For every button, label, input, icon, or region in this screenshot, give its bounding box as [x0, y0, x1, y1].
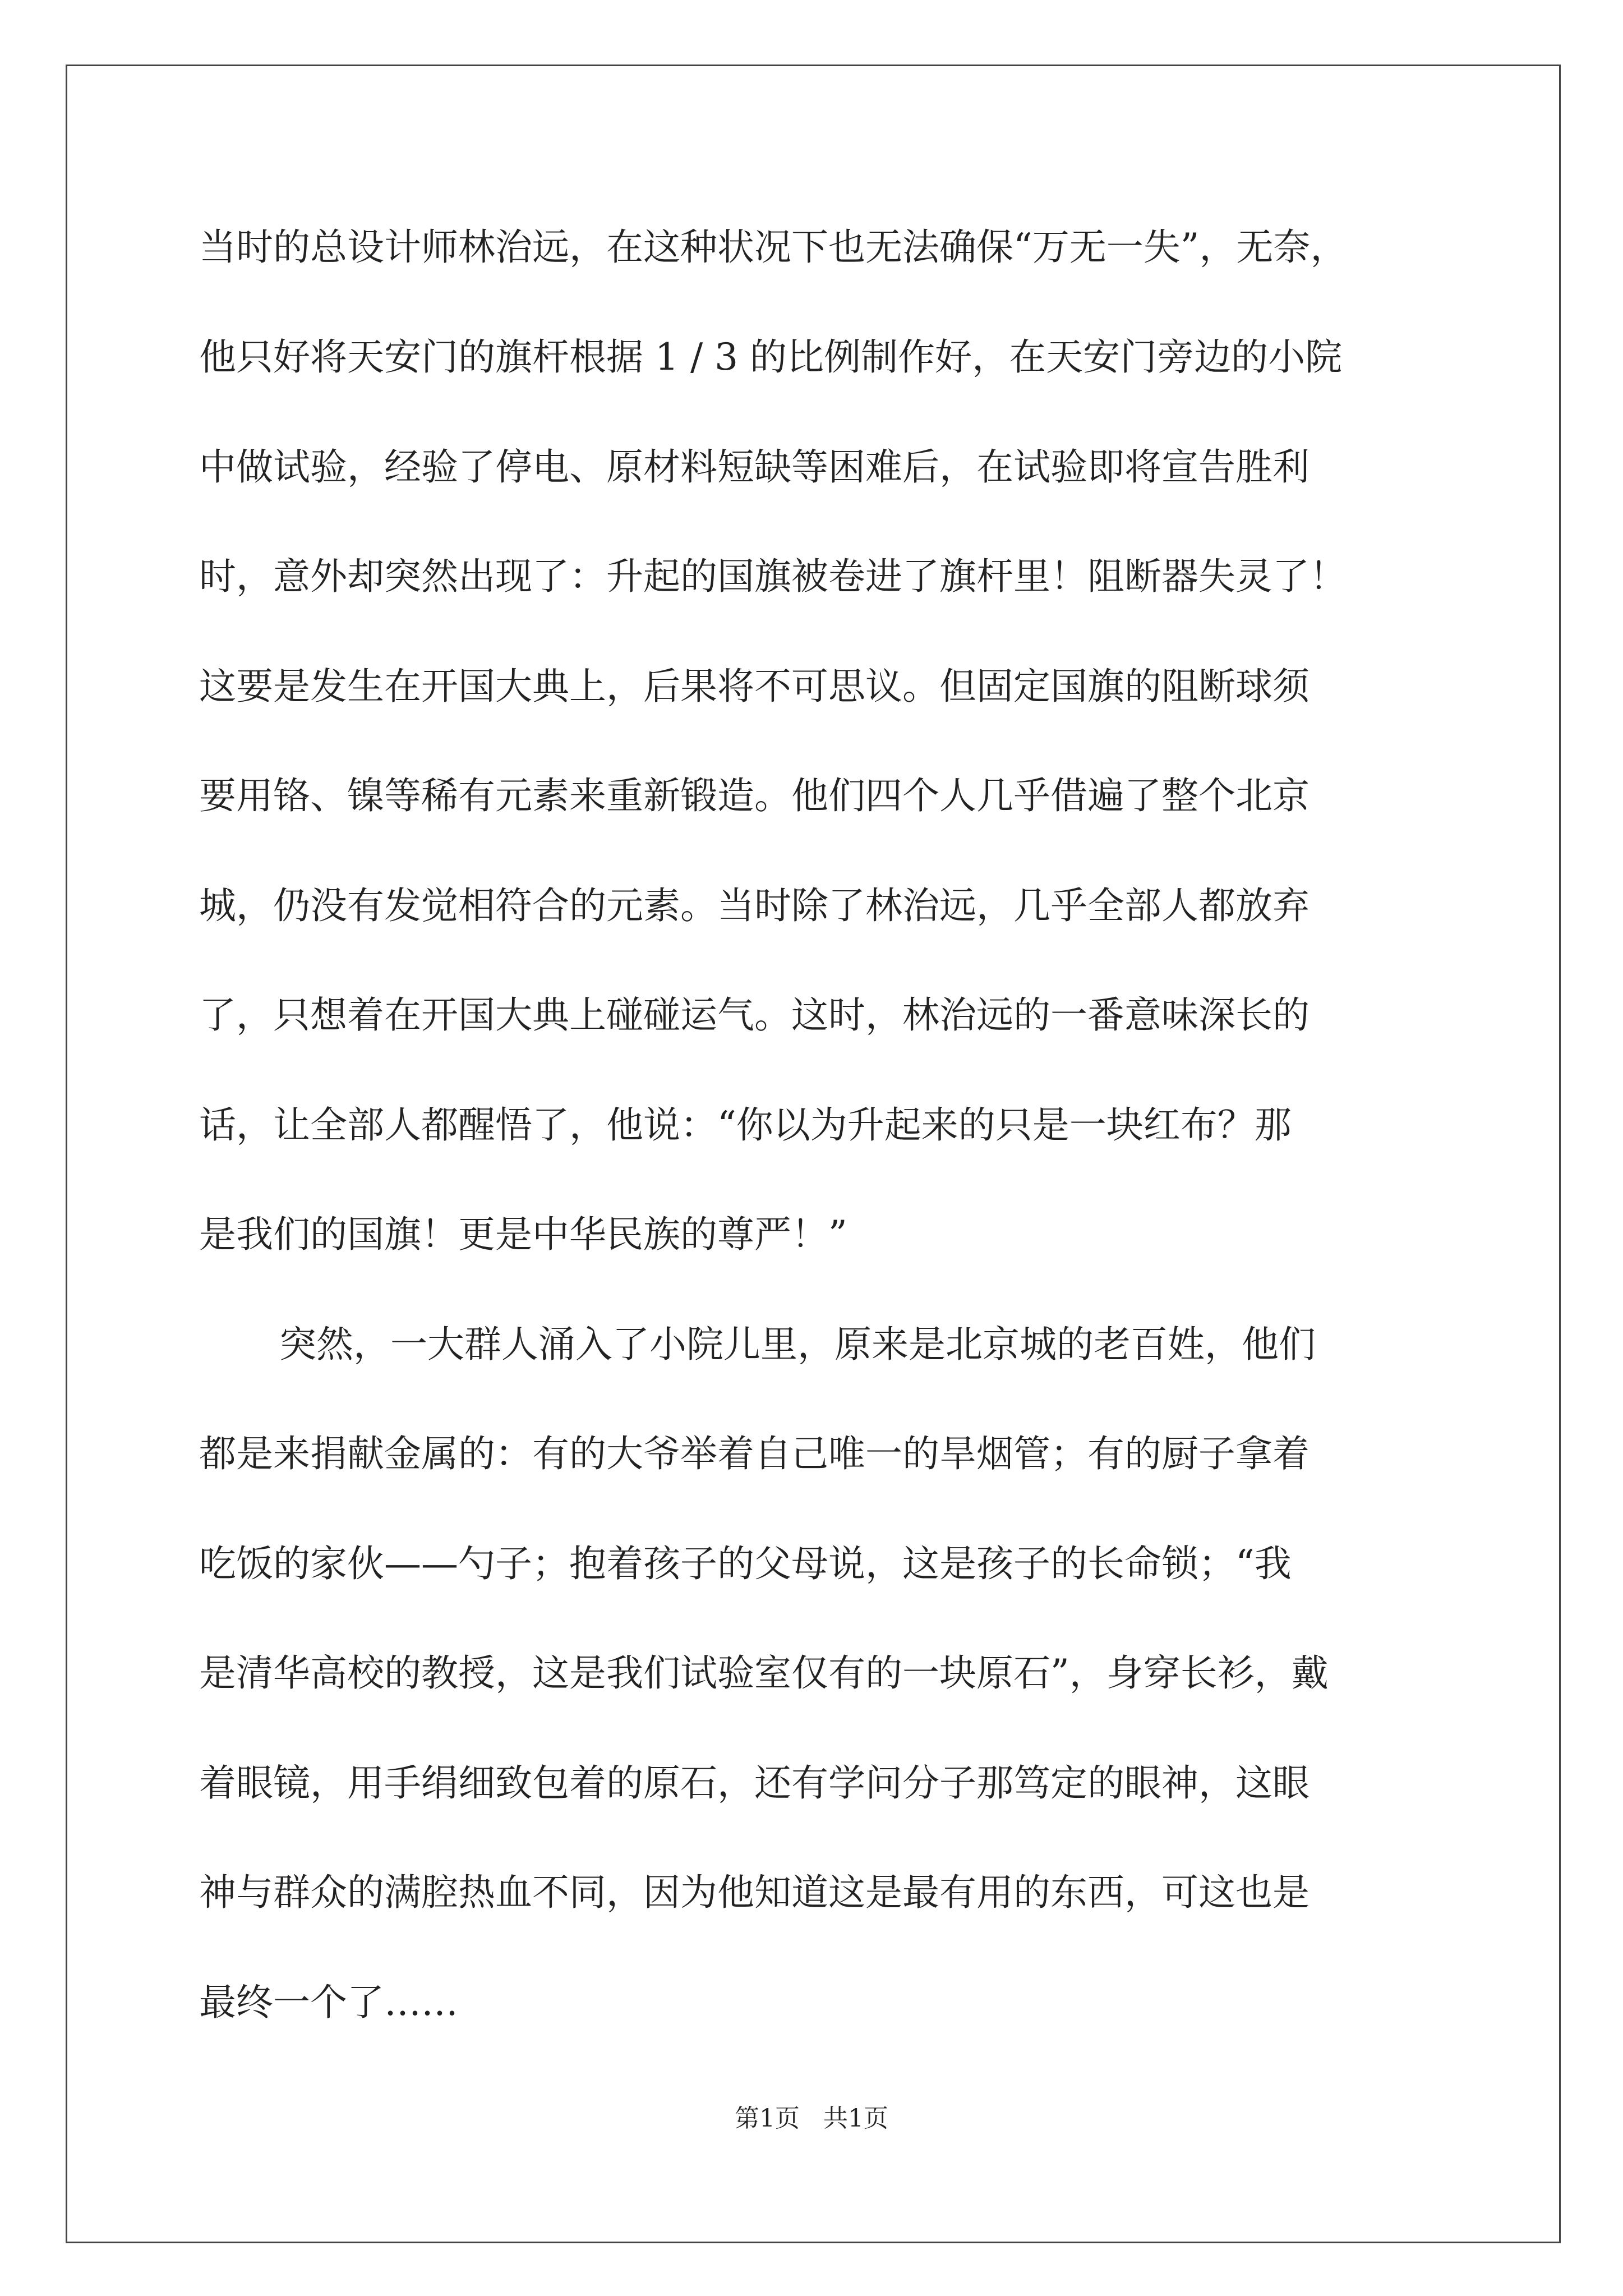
paragraph-1-line-4: 时，意外却突然出现了：升起的国旗被卷进了旗杆里！阻断器失灵了！ [199, 555, 1347, 598]
paragraph-1-line-10: 是我们的国旗！更是中华民族的尊严！” [199, 1213, 847, 1256]
paragraph-1-line-7: 城，仍没有发觉相符合的元素。当时除了林治远，几乎全部人都放弃 [199, 884, 1310, 927]
page-border [66, 65, 1561, 2243]
paragraph-1-line-6: 要用铬、镍等稀有元素来重新锻造。他们四个人几乎借遍了整个北京 [199, 774, 1310, 817]
page-number-label: 第1页 [735, 2104, 800, 2133]
paragraph-1-line-9: 话，让全部人都醒悟了，他说：“你以为升起来的只是一块红布？那 [199, 1103, 1292, 1147]
paragraph-2-line-5: 着眼镜，用手绢细致包着的原石，还有学问分子那笃定的眼神，这眼 [199, 1761, 1310, 1805]
page-total-label: 共1页 [823, 2104, 888, 2133]
paragraph-1-line-1: 当时的总设计师林治远，在这种状况下也无法确保“万无一失”，无奈， [199, 226, 1348, 269]
paragraph-2-line-6: 神与群众的满腔热血不同，因为他知道这是最有用的东西，可这也是 [199, 1871, 1310, 1914]
paragraph-1-line-8: 了，只想着在开国大典上碰碰运气。这时，林治远的一番意味深长的 [199, 993, 1310, 1037]
paragraph-1-line-2: 他只好将天安门的旗杆根据 1 / 3 的比例制作好，在天安门旁边的小院 [199, 335, 1343, 379]
paragraph-1-line-5: 这要是发生在开国大典上，后果将不可思议。但固定国旗的阻断球须 [199, 665, 1310, 708]
paragraph-2-line-2: 都是来捐献金属的：有的大爷举着自己唯一的旱烟管；有的厨子拿着 [199, 1432, 1310, 1475]
paragraph-2-line-3: 吃饭的家伙——勺子；抱着孩子的父母说，这是孩子的长命锁；“我 [199, 1542, 1292, 1585]
paragraph-2-line-4: 是清华高校的教授，这是我们试验室仅有的一块原石”，身穿长衫，戴 [199, 1651, 1329, 1695]
paragraph-2-line-7: 最终一个了…… [199, 1981, 458, 2024]
page-footer [0, 2098, 1623, 2134]
paragraph-2-line-1: 突然，一大群人涌入了小院儿里，原来是北京城的老百姓，他们 [279, 1323, 1316, 1366]
paragraph-1-line-3: 中做试验，经验了停电、原材料短缺等困难后，在试验即将宣告胜利 [199, 445, 1310, 489]
